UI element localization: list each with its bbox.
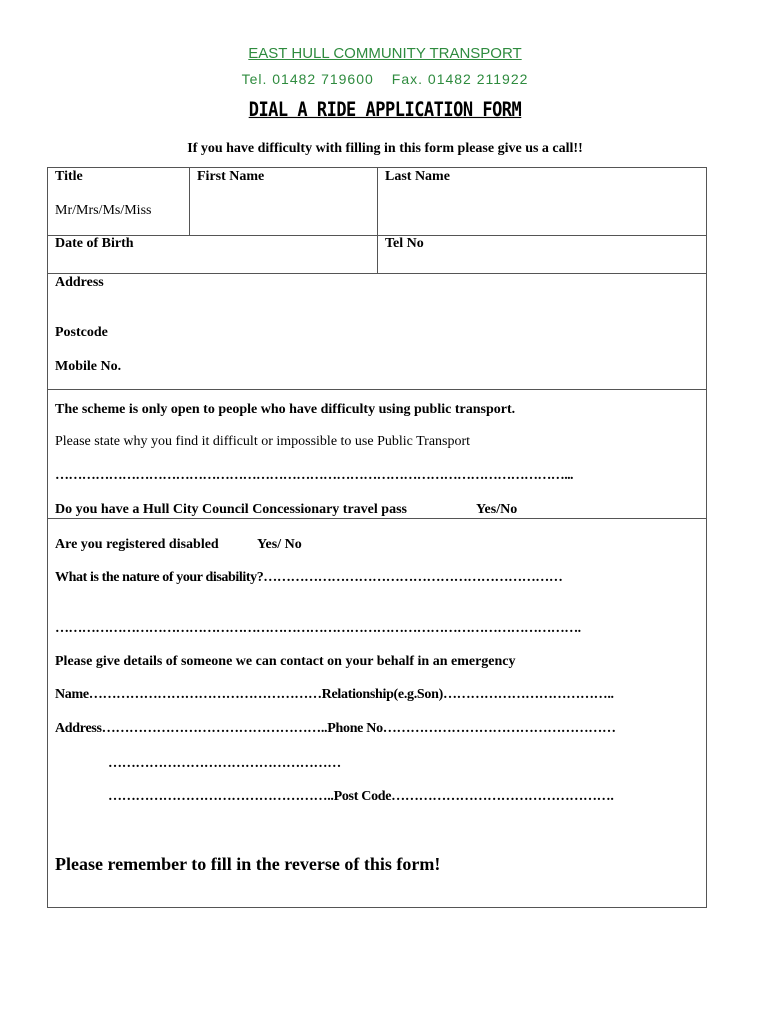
postcode-label: Postcode bbox=[55, 325, 108, 340]
address-label: Address bbox=[55, 275, 104, 290]
contact-numbers bbox=[0, 71, 770, 87]
title-options: Mr/Mrs/Ms/Miss bbox=[55, 203, 152, 218]
last-name-label: Last Name bbox=[385, 169, 450, 184]
emergency-prompt: Please give details of someone we can contact on your behalf in an emergency bbox=[55, 654, 516, 669]
divider bbox=[47, 389, 707, 390]
intro-text: If you have difficulty with filling in this form please give us a call!! bbox=[187, 141, 583, 156]
dob-label: Date of Birth bbox=[55, 236, 134, 251]
divider bbox=[189, 167, 190, 235]
disabled-question: Are you registered disabled bbox=[55, 537, 219, 552]
reason-prompt: Please state why you find it difficult or impossible to use Public Transport bbox=[55, 434, 471, 449]
first-name-label: First Name bbox=[197, 169, 265, 184]
reverse-reminder: Please remember to fill in the reverse of this form! bbox=[55, 854, 441, 874]
disabled-options: Yes/ No bbox=[257, 537, 302, 552]
title-label: Title bbox=[55, 169, 83, 184]
divider bbox=[47, 518, 707, 519]
scheme-note: The scheme is only open to people who have difficulty using public transport. bbox=[55, 402, 516, 417]
mobile-label: Mobile No. bbox=[55, 359, 122, 374]
divider bbox=[377, 167, 378, 273]
tel-label: Tel No bbox=[385, 236, 424, 251]
disability-nature: What is the nature of your disability?………………………………………………………… bbox=[55, 570, 563, 585]
emergency-address-line-2: …………………………………………… bbox=[108, 756, 341, 771]
emergency-postcode-line: …………………………………………..Post Code…………………………………………. bbox=[108, 789, 614, 804]
fax-number: Fax. 01482 211922 bbox=[391, 71, 529, 87]
disability-dots: ………………………………………………………………………………………………………. bbox=[55, 621, 581, 636]
reason-dots: ……………………………………………………………………………………………………... bbox=[55, 468, 573, 483]
pass-options: Yes/No bbox=[476, 502, 518, 517]
form-title: DIAL A RIDE APPLICATION FORM bbox=[248, 98, 522, 122]
emergency-name-line: Name……………………………………………Relationship(e.g.Son)……………………………….. bbox=[55, 687, 614, 702]
emergency-address-line: Address…………………………………………..Phone No…………………………………………… bbox=[55, 721, 616, 736]
divider bbox=[47, 273, 707, 274]
tel-number: Tel. 01482 719600 bbox=[241, 71, 374, 87]
organisation-name: EAST HULL COMMUNITY TRANSPORT bbox=[248, 45, 522, 62]
pass-question: Do you have a Hull City Council Concessionary travel pass bbox=[55, 502, 407, 517]
divider bbox=[47, 235, 707, 236]
